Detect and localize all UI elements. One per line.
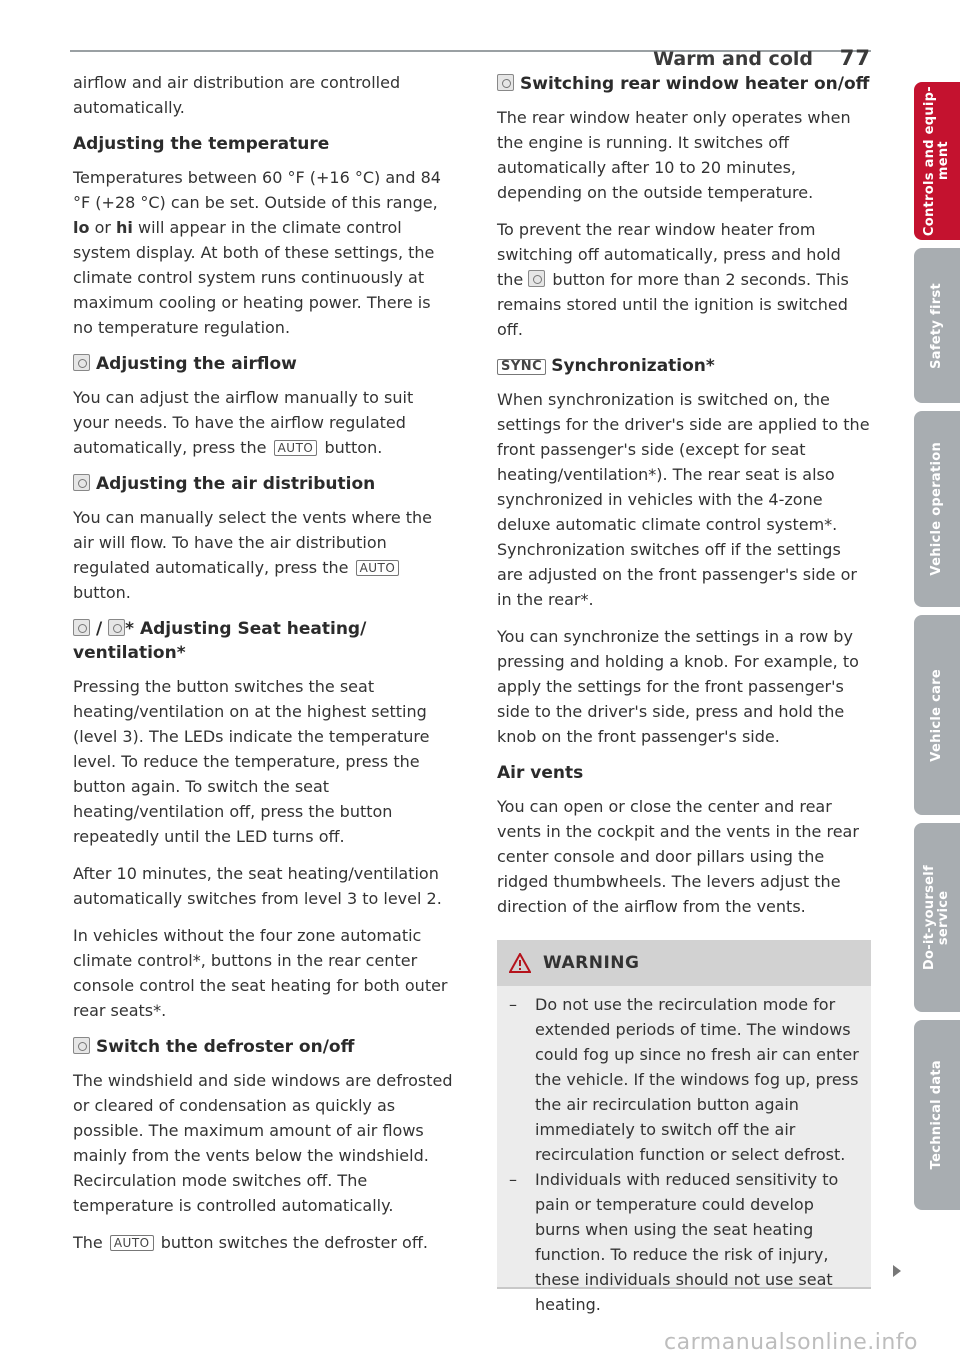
intro-paragraph: airflow and air distribution are controlled automatically. bbox=[73, 73, 401, 117]
defroster-paragraph-2: The AUTO button switches the defroster off. bbox=[73, 1233, 428, 1252]
rear-window-paragraph-2: To prevent the rear window heater from switching off automatically, press and hold the button for more than 2 seconds. This remains stored until the ignition is switched off. bbox=[497, 220, 849, 339]
hi-setting: hi bbox=[116, 218, 133, 237]
sync-key: SYNC bbox=[497, 359, 546, 375]
continue-arrow-icon bbox=[893, 1265, 901, 1277]
warning-item: – Individuals with reduced sensitivity to pain or temperature could develop burns when using the seat heating function. To reduce the risk of injury, these individuals should not use seat heating. bbox=[509, 1167, 861, 1317]
air-vents-heading: Air vents bbox=[497, 763, 584, 783]
warning-box bbox=[497, 940, 871, 1314]
defroster-paragraph-1: The windshield and side windows are defrosted or cleared of condensation as quickly as possible. The maximum amount of air flows mainly from the vents below the windshield. Recirculation mode switches off. The temperature is controlled automatically. bbox=[73, 1071, 453, 1215]
seat-heating-paragraph-2: After 10 minutes, the seat heating/ventilation automatically switches from level 3 to level 2. bbox=[73, 864, 442, 908]
warning-triangle-icon bbox=[509, 953, 531, 973]
air-distribution-paragraph: You can manually select the vents where the air will flow. To have the air distribution regulated automatically, press the AUTO button. bbox=[73, 508, 433, 602]
warning-list bbox=[497, 986, 871, 1317]
airflow-heading: Adjusting the airflow bbox=[73, 352, 453, 376]
defroster-icon bbox=[73, 1037, 90, 1054]
warning-header bbox=[497, 940, 871, 986]
tab-vehicle-operation[interactable]: Vehicle operation bbox=[914, 411, 960, 607]
tab-do-it-yourself-service[interactable]: Do-it-yourself service bbox=[914, 823, 960, 1012]
auto-key: AUTO bbox=[356, 560, 400, 576]
seat-heating-paragraph-1: Pressing the button switches the seat heating/ventilation on at the highest setting (level 3). The LEDs indicate the temperature level. To reduce the temperature, press the button again. To switch the seat heating/ventilation off, press the button repeatedly until the LED turns off. bbox=[73, 677, 430, 846]
seat-ventilation-icon bbox=[108, 619, 125, 636]
section-title: Warm and cold bbox=[653, 48, 813, 70]
seat-heating-paragraph-3: In vehicles without the four zone automatic climate control*, buttons in the rear center console control the seat heating for both outer rear seats*. bbox=[73, 926, 448, 1020]
tab-safety-first[interactable]: Safety first bbox=[914, 248, 960, 403]
air-vents-paragraph: You can open or close the center and rear vents in the cockpit and the vents in the rear center console and door pillars using the ridged thumbwheels. The levers adjust the direction of the airflow from the vents. bbox=[497, 797, 859, 916]
tab-vehicle-care[interactable]: Vehicle care bbox=[914, 615, 960, 815]
tab-technical-data[interactable]: Technical data bbox=[914, 1020, 960, 1210]
tab-controls-and-equipment[interactable]: Controls and equip- ment bbox=[914, 82, 960, 240]
rear-window-heater-heading: Switching rear window heater on/off bbox=[497, 72, 871, 96]
seat-heating-heading: / * Adjusting Seat heating/ ventilation* bbox=[73, 619, 367, 663]
watermark: carmanualsonline.info bbox=[664, 1330, 918, 1355]
defroster-heading: Switch the defroster on/off bbox=[73, 1035, 453, 1059]
air-distribution-icon bbox=[73, 474, 90, 491]
rear-window-heater-icon bbox=[497, 74, 514, 91]
left-column bbox=[73, 70, 453, 1267]
footer bbox=[0, 1322, 960, 1361]
auto-key: AUTO bbox=[110, 1235, 154, 1251]
lo-setting: lo bbox=[73, 218, 90, 237]
temperature-paragraph: Temperatures between 60 °F (+16 °C) and 84 °F (+28 °C) can be set. Outside of this range, lo or hi will appear in the climate control system display. At both of these settings, the climate control system runs continuously at maximum cooling or heating power. There is no temperature regulation. bbox=[73, 168, 441, 337]
airflow-paragraph: You can adjust the airflow manually to suit your needs. To have the airflow regulated automatically, press the AUTO button. bbox=[73, 388, 414, 457]
warning-title: WARNING bbox=[543, 953, 640, 973]
synchronization-paragraph-1: When synchronization is switched on, the settings for the driver's side are applied to the front passenger's side (except for seat heating/ventilation*). The rear seat is also synchronized in vehicles with the 4-zone deluxe automatic climate control system*. Synchronization switches off if the settings are adjusted on the front passenger's side or in the rear*. bbox=[497, 390, 870, 609]
air-distribution-heading: Adjusting the air distribution bbox=[73, 472, 453, 496]
rear-window-paragraph-1: The rear window heater only operates when the engine is running. It switches off automatically after 10 to 20 minutes, depending on the outside temperature. bbox=[497, 108, 851, 202]
fan-icon bbox=[73, 354, 90, 371]
synchronization-heading: SYNC Synchronization* bbox=[497, 354, 871, 378]
seat-heating-icon bbox=[73, 619, 90, 636]
right-column bbox=[497, 70, 871, 931]
synchronization-paragraph-2: You can synchronize the settings in a row by pressing and holding a knob. For example, to apply the settings for the front passenger's side to the driver's side, press and hold the knob on the front passenger's side. bbox=[497, 627, 859, 746]
auto-key: AUTO bbox=[274, 440, 318, 456]
page-number: 77 bbox=[839, 46, 871, 70]
rear-window-heater-icon bbox=[528, 270, 545, 287]
warning-item: – Do not use the recirculation mode for extended periods of time. The windows could fog up since no fresh air can enter the vehicle. If the windows fog up, press the air recirculation button again immediately to switch off the air recirculation function or select defrost. bbox=[509, 992, 861, 1167]
temperature-heading: Adjusting the temperature bbox=[73, 134, 330, 154]
